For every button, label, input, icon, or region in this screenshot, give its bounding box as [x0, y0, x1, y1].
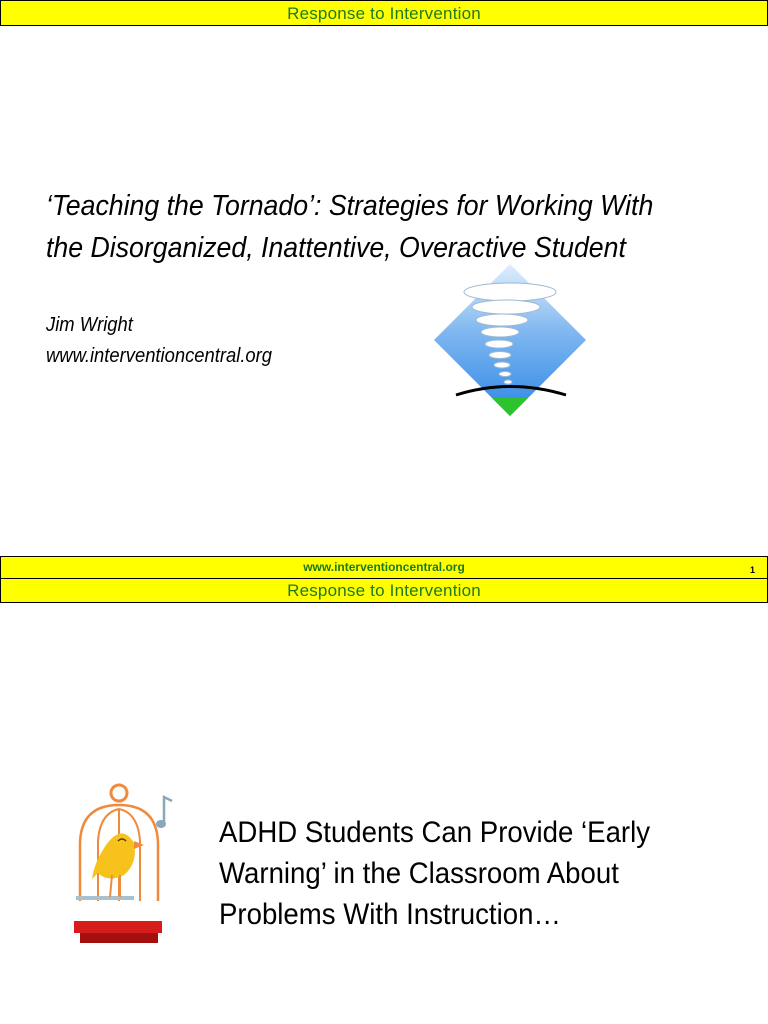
- tornado-icon: [430, 262, 590, 417]
- slide-2-heading-line-3: Problems With Instruction…: [219, 898, 562, 931]
- footer-url: www.interventioncentral.org: [303, 560, 465, 574]
- page-number: 1: [749, 565, 755, 575]
- birdcage-icon: [68, 783, 180, 948]
- header-bar: [0, 0, 768, 26]
- author-name: Jim Wright: [46, 314, 133, 336]
- footer-bar: [0, 556, 768, 579]
- slide-title-line-2: the Disorganized, Inattentive, Overactive Student: [46, 232, 626, 264]
- slide-title: [46, 185, 672, 269]
- header-title-slide-2: Response to Intervention: [287, 581, 481, 600]
- slide-2-heading: [219, 812, 697, 935]
- author-block: [46, 310, 272, 372]
- header-bar-slide-2: [0, 578, 768, 603]
- slide-2-heading-line-2: Warning’ in the Classroom About: [219, 857, 619, 890]
- slide-title-line-1: ‘Teaching the Tornado’: Strategies for Working With: [46, 190, 654, 222]
- author-website: www.interventioncentral.org: [46, 345, 273, 367]
- header-title: Response to Intervention: [287, 4, 481, 23]
- slide-2-heading-line-1: ADHD Students Can Provide ‘Early: [219, 816, 651, 849]
